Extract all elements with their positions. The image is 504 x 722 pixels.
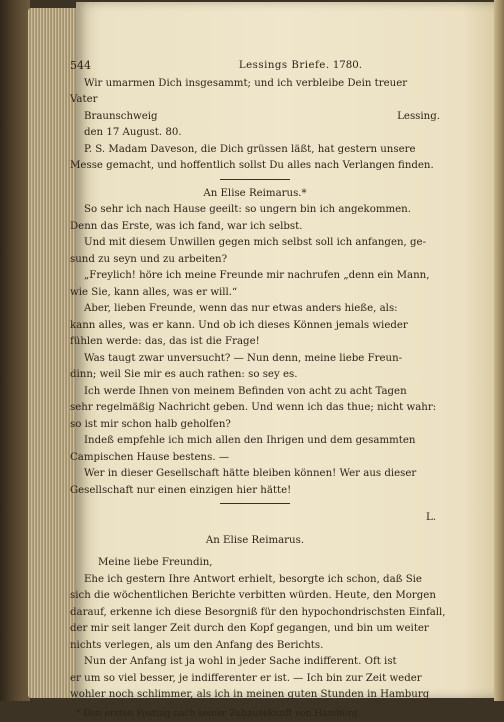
running-year: 1780. [333, 60, 362, 71]
letter-body [70, 202, 440, 499]
running-title: Lessings Briefe. [239, 60, 330, 71]
text-line: Und mit diesem Unwillen gegen mich selbst soll ich anfangen, ge- [70, 235, 440, 252]
text-line: „Freylich! höre ich meine Freunde mir nachrufen „denn ein Mann, [70, 268, 440, 285]
text-line: wie Sie, kann alles, was er will.“ [70, 285, 440, 302]
closing-line: Wir umarmen Dich insgesammt; und ich verbleibe Dein treuer [70, 76, 440, 93]
text-line: wohler noch schlimmer, als ich in meinen guten Stunden in Hamburg [70, 687, 440, 704]
letter-heading: An Elise Reimarus. [70, 533, 440, 550]
letter-heading: An Elise Reimarus.* [70, 186, 440, 203]
place: Braunschweig [84, 109, 158, 126]
signature: Lessing. [397, 109, 440, 126]
text-line: der mir seit langer Zeit durch den Kopf gegangen, und bin um weiter [70, 621, 440, 638]
text-line: Denn das Erste, was ich fand, war ich selbst. [70, 219, 440, 236]
running-title-group [239, 58, 362, 75]
text-line: nichts verlegen, als um den Anfang des Berichts. [70, 638, 440, 655]
letter-body [70, 572, 440, 704]
text-line: kann alles, was er kann. Und ob ich dieses Können jemals wieder [70, 318, 440, 335]
letter-date: den 17 August. 80. [70, 125, 440, 142]
salutation: Meine liebe Freundin, [70, 555, 440, 572]
text-line: dinn; weil Sie mir es auch rathen: so sey es. [70, 367, 440, 384]
section-rule [220, 179, 290, 180]
text-line: sehr regelmäßig Nachricht geben. Und wenn ich das thue; nicht wahr: [70, 400, 440, 417]
page-number: 544 [70, 58, 91, 75]
running-header [70, 58, 440, 75]
footnote: * Den ersten Posttag nach seiner Zuhausekunft von Hamburg. [70, 706, 440, 722]
text-line: Gesellschaft nur einen einzigen hier hätte! [70, 483, 440, 500]
text-line: Nun der Anfang ist ja wohl in jeder Sache indifferent. Oft ist [70, 654, 440, 671]
text-line: sich die wöchentlichen Berichte verbitten würden. Heute, den Morgen [70, 588, 440, 605]
text-line: Aber, lieben Freunde, wenn das nur etwas anders hieße, als: [70, 301, 440, 318]
text-line: Was taugt zwar unversucht? — Nun denn, meine liebe Freun- [70, 351, 440, 368]
text-line: Ehe ich gestern Ihre Antwort erhielt, besorgte ich schon, daß Sie [70, 572, 440, 589]
text-line: So sehr ich nach Hause geeilt: so ungern bin ich angekommen. [70, 202, 440, 219]
text-line: Ich werde Ihnen von meinem Befinden von acht zu acht Tagen [70, 384, 440, 401]
text-line: er um so viel besser, je indifferenter er ist. — Ich bin zur Zeit weder [70, 671, 440, 688]
text-line: fühlen werde: das, das ist die Frage! [70, 334, 440, 351]
place-signature-line [70, 109, 440, 126]
text-line: darauf, erkenne ich diese Besorgniß für den hypochondrischsten Einfall, [70, 605, 440, 622]
postscript-line: Messe gemacht, und hoffentlich sollst Du alles nach Verlangen finden. [70, 158, 440, 175]
postscript-line: P. S. Madam Daveson, die Dich grüssen läßt, hat gestern unsere [70, 142, 440, 159]
section-rule [220, 503, 290, 504]
text-line: Indeß empfehle ich mich allen den Ihrigen und dem gesammten [70, 433, 440, 450]
text-line: so ist mir schon halb geholfen? [70, 417, 440, 434]
page-text [70, 58, 440, 722]
text-line: Campischen Hause bestens. — [70, 450, 440, 467]
book-spine [0, 0, 30, 701]
letter-initial: L. [70, 510, 440, 527]
facing-page-edge [494, 0, 504, 701]
text-line: sund zu seyn und zu arbeiten? [70, 252, 440, 269]
text-line: Wer in dieser Gesellschaft hätte bleiben können! Wer aus dieser [70, 466, 440, 483]
closing-line: Vater [70, 92, 440, 109]
